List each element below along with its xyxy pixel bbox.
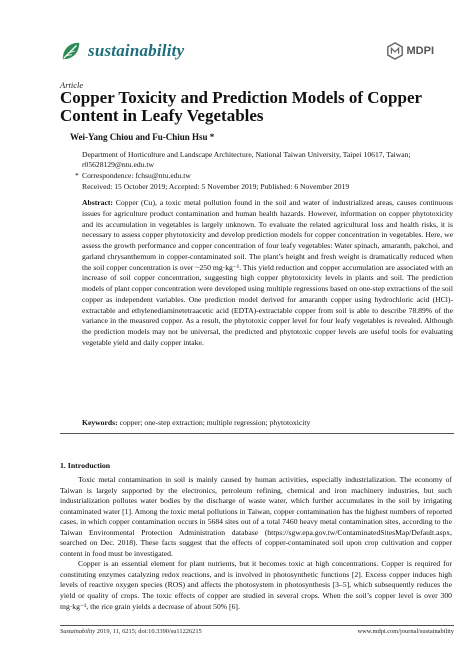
- publisher-name: MDPI: [406, 45, 434, 57]
- paragraph: Copper is an essential element for plant nutrients, but it becomes toxic at high concentrations. Copper is required for constituting enzymes catalyzing redox reactions, and is involved in photosynthetic functions [2]. Excess copper induces high levels of reactive oxygen species (ROS) and affects the photosystem in photosynthesis [3–5], which subsequently reduces the yield or quality of crops. The toxic effects of copper are studied in several crops. When the soil’s copper level is over 300 mg·kg⁻¹, the rice grain yields a decrease of about 50% [6].: [60, 559, 452, 611]
- publisher-logo[interactable]: [386, 42, 435, 60]
- page-footer: [60, 628, 454, 635]
- citation: [60, 628, 202, 635]
- body-text: [60, 475, 452, 612]
- journal-header: [60, 36, 434, 70]
- asterisk-mark: *: [75, 171, 79, 180]
- journal-logo[interactable]: [60, 40, 184, 62]
- title-line: Content in Leafy Vegetables: [60, 106, 264, 125]
- correspondence: [75, 171, 454, 181]
- affiliation: Department of Horticulture and Landscape Architecture, National Taiwan University, Taipei 10617, Taiwan; r05628129@ntu.edu.tw: [82, 150, 411, 170]
- footer-journal: Sustainability: [60, 628, 96, 635]
- abstract-label: Abstract:: [82, 198, 113, 207]
- journal-url[interactable]: www.mdpi.com/journal/sustainability: [357, 628, 454, 635]
- keywords: [82, 418, 453, 428]
- abstract-text: Copper (Cu), a toxic metal pollution found in the soil and water of industrialized areas, causes continuous issues for agriculture product contamination and human health hazards. However, information on copper phytotoxicity and its accumulation in vegetables is largely unknown. To evaluate the related agricultural loss and health risks, it is necessary to assess copper phytotoxicity and develop prediction models for copper concentration in vegetables. Here, we assess the growth performance and copper concentration of four leafy vegetables: Water spinach, amaranth, pakchoi, and garland chrysanthemum in copper-contaminated soil. The plant’s height and fresh weight is dramatically reduced when the soil copper concentration is over ~250 mg·kg⁻¹. This yield reduction and copper accumulation are associated with an increase of soil copper concentration, suggesting high copper phytotoxicity levels in plants and soil. The prediction models of plant copper concentration were developed using multiple regressions based on one-step extractions of the soil copper as independent variables. One prediction model derived for amaranth copper using hydrochloric acid (HCl)-extractable and ethylenediaminetetraacetic acid (EDTA)-extractable copper from soil is able to describe 78.89% of the variance in the measured copper. As a result, the phytotoxic copper level for four leafy vegetables is revealed. Although the prediction models may not be universal, the predicted and phytotoxic copper levels are useful tools for evaluating vegetable yield and daily copper intake.: [82, 198, 453, 347]
- journal-name: sustainability: [88, 41, 185, 60]
- mdpi-logo-icon: [386, 42, 404, 60]
- authors: Wei-Yang Chiou and Fu-Chiun Hsu *: [70, 132, 215, 142]
- title-line: Copper Toxicity and Prediction Models of Copper: [60, 88, 423, 107]
- footer-divider: [60, 625, 454, 626]
- keywords-text: copper; one-step extraction; multiple regression; phytotoxicity: [119, 418, 311, 427]
- publication-dates: Received: 15 October 2019; Accepted: 5 November 2019; Published: 6 November 2019: [82, 182, 350, 191]
- paragraph: Toxic metal contamination in soil is mainly caused by human activities, especially industrialization. The economy of Taiwan is largely supported by the electronics, petroleum refining, chemical and iron machinery industries, but such industrialization pollutes water bodies by the discharge of waste water, which further accumulates in the soil by irrigating contaminated water [1]. Among the toxic metal pollutions in Taiwan, copper contamination has the highest numbers of reported cases, in which copper contamination occurs in 5684 sites out of a total 7460 heavy metal contamination sites, according to the Taiwan Environmental Protection Administration database (https://sgw.epa.gov.tw/ContaminatedSitesMap/Default.aspx, searched on Dec. 2018). These facts suggest that the effects of copper-contaminated soil upon crop cultivation and copper content in food must be investigated.: [60, 475, 452, 558]
- leaf-logo-icon: [60, 40, 82, 62]
- footer-citation: 2019, 11, 6215; doi:10.3390/su11226215: [96, 628, 202, 635]
- article-type: Article: [60, 80, 84, 90]
- keywords-label: Keywords:: [82, 418, 118, 427]
- paper-title: [60, 89, 450, 125]
- divider: [60, 433, 454, 434]
- abstract: [82, 198, 453, 349]
- section-heading: 1. Introduction: [60, 461, 111, 470]
- correspondence-text: Correspondence: fchsu@ntu.edu.tw: [82, 171, 191, 180]
